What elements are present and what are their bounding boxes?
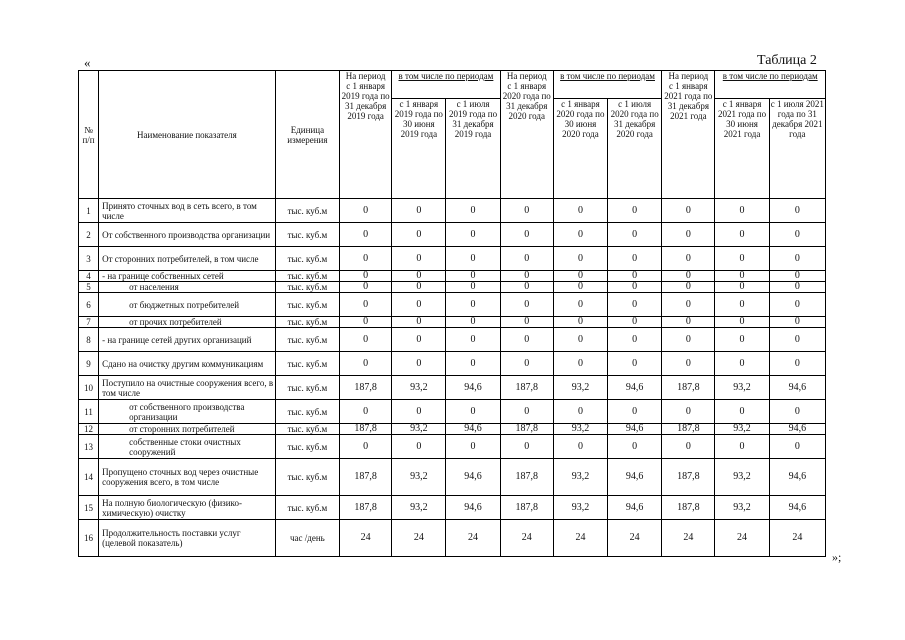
row-value: 0 (340, 328, 392, 352)
row-value: 0 (500, 271, 553, 282)
row-value: 187,8 (662, 496, 715, 520)
table-caption: Таблица 2 (757, 53, 817, 68)
row-value: 24 (662, 520, 715, 557)
row-number: 11 (79, 400, 99, 424)
table-row (79, 271, 826, 282)
row-value: 0 (500, 247, 553, 271)
row-indicator-name: от прочих потребителей (99, 317, 276, 328)
table-row (79, 520, 826, 557)
row-value: 0 (715, 400, 769, 424)
row-value: 0 (340, 271, 392, 282)
row-value: 0 (392, 293, 446, 317)
row-number: 2 (79, 223, 99, 247)
row-value: 0 (392, 271, 446, 282)
row-value: 93,2 (715, 496, 769, 520)
row-indicator-name: Продолжительность поставки услуг (целевой показатель) (99, 520, 276, 557)
row-number: 13 (79, 435, 99, 459)
row-value: 0 (769, 293, 825, 317)
header-2021-h2: с 1 июля 2021 года по 31 декабря 2021 года (769, 99, 825, 199)
row-value: 0 (392, 199, 446, 223)
header-2019-h1: с 1 января 2019 года по 30 июня 2019 года (392, 99, 446, 199)
row-value: 0 (608, 293, 662, 317)
header-2021-h1: с 1 января 2021 года по 30 июня 2021 года (715, 99, 769, 199)
row-number: 14 (79, 459, 99, 496)
row-value: 0 (340, 223, 392, 247)
row-value: 0 (769, 223, 825, 247)
row-value: 93,2 (715, 459, 769, 496)
row-value: 0 (500, 223, 553, 247)
row-number: 7 (79, 317, 99, 328)
indicators-table (78, 70, 826, 557)
row-value: 0 (340, 317, 392, 328)
row-value: 0 (340, 247, 392, 271)
row-value: 24 (608, 520, 662, 557)
row-value: 0 (715, 199, 769, 223)
row-unit: тыс. куб.м (275, 317, 339, 328)
row-value: 24 (500, 520, 553, 557)
row-value: 0 (715, 293, 769, 317)
header-2020-h1: с 1 января 2020 года по 30 июня 2020 года (553, 99, 607, 199)
row-value: 187,8 (500, 459, 553, 496)
table-row (79, 247, 826, 271)
row-value: 0 (500, 282, 553, 293)
row-value: 94,6 (769, 424, 825, 435)
row-value: 187,8 (500, 496, 553, 520)
row-unit: час /день (275, 520, 339, 557)
row-value: 0 (662, 400, 715, 424)
row-value: 0 (608, 328, 662, 352)
row-value: 0 (553, 247, 607, 271)
row-value: 0 (340, 199, 392, 223)
row-indicator-name: от сторонних потребителей (99, 424, 276, 435)
row-value: 0 (446, 435, 500, 459)
row-value: 94,6 (769, 459, 825, 496)
row-value: 93,2 (715, 376, 769, 400)
row-value: 93,2 (392, 459, 446, 496)
row-value: 0 (608, 352, 662, 376)
row-value: 0 (446, 293, 500, 317)
row-value: 0 (715, 435, 769, 459)
row-value: 187,8 (500, 424, 553, 435)
row-value: 0 (500, 293, 553, 317)
row-value: 0 (662, 282, 715, 293)
row-value: 0 (553, 199, 607, 223)
row-value: 0 (662, 317, 715, 328)
row-unit: тыс. куб.м (275, 282, 339, 293)
row-value: 0 (553, 435, 607, 459)
row-value: 0 (392, 328, 446, 352)
row-value: 24 (553, 520, 607, 557)
table-row (79, 282, 826, 293)
table-row (79, 400, 826, 424)
row-value: 0 (500, 317, 553, 328)
row-value: 93,2 (715, 424, 769, 435)
row-value: 0 (500, 400, 553, 424)
row-value: 0 (553, 282, 607, 293)
row-unit: тыс. куб.м (275, 496, 339, 520)
row-indicator-name: - на границе собственных сетей (99, 271, 276, 282)
header-sub-2020: в том числе по периодам (553, 71, 661, 99)
row-value: 0 (769, 282, 825, 293)
row-value: 0 (500, 199, 553, 223)
row-value: 0 (662, 352, 715, 376)
row-number: 15 (79, 496, 99, 520)
row-unit: тыс. куб.м (275, 435, 339, 459)
row-number: 9 (79, 352, 99, 376)
row-value: 93,2 (392, 424, 446, 435)
row-value: 24 (715, 520, 769, 557)
row-value: 0 (553, 328, 607, 352)
row-value: 93,2 (553, 496, 607, 520)
row-value: 187,8 (340, 424, 392, 435)
row-value: 94,6 (446, 424, 500, 435)
row-value: 0 (608, 271, 662, 282)
row-value: 0 (715, 271, 769, 282)
row-value: 94,6 (608, 459, 662, 496)
row-value: 0 (769, 352, 825, 376)
row-value: 0 (769, 328, 825, 352)
table-row (79, 435, 826, 459)
row-value: 0 (392, 317, 446, 328)
row-value: 0 (715, 317, 769, 328)
row-value: 0 (392, 435, 446, 459)
row-value: 187,8 (340, 496, 392, 520)
row-unit: тыс. куб.м (275, 247, 339, 271)
row-unit: тыс. куб.м (275, 293, 339, 317)
row-indicator-name: от бюджетных потребителей (99, 293, 276, 317)
row-value: 0 (446, 199, 500, 223)
row-value: 187,8 (500, 376, 553, 400)
row-value: 0 (553, 293, 607, 317)
row-value: 0 (608, 247, 662, 271)
table-row (79, 424, 826, 435)
row-indicator-name: от населения (99, 282, 276, 293)
row-value: 94,6 (769, 496, 825, 520)
table-row (79, 328, 826, 352)
header-sub-2021: в том числе по периодам (715, 71, 826, 99)
table-row (79, 293, 826, 317)
row-value: 0 (446, 282, 500, 293)
row-value: 0 (500, 352, 553, 376)
row-value: 0 (446, 223, 500, 247)
row-value: 187,8 (662, 459, 715, 496)
row-indicator-name: На полную биологическую (физико-химическую) очистку (99, 496, 276, 520)
row-value: 0 (608, 317, 662, 328)
row-value: 24 (340, 520, 392, 557)
header-period-2020: На период с 1 января 2020 года по 31 декабря 2020 года (500, 71, 553, 199)
row-indicator-name: От собственного производства организации (99, 223, 276, 247)
row-value: 0 (608, 400, 662, 424)
row-unit: тыс. куб.м (275, 400, 339, 424)
row-value: 24 (769, 520, 825, 557)
row-value: 0 (662, 271, 715, 282)
header-sub-2019: в том числе по периодам (392, 71, 500, 99)
row-value: 93,2 (392, 376, 446, 400)
row-indicator-name: - на границе сетей других организаций (99, 328, 276, 352)
row-value: 0 (769, 199, 825, 223)
row-value: 0 (608, 199, 662, 223)
row-value: 0 (500, 328, 553, 352)
row-number: 6 (79, 293, 99, 317)
row-value: 0 (392, 352, 446, 376)
row-unit: тыс. куб.м (275, 271, 339, 282)
row-indicator-name: Сдано на очистку другим коммуникациям (99, 352, 276, 376)
row-value: 0 (769, 400, 825, 424)
row-value: 0 (553, 352, 607, 376)
header-name: Наименование показателя (99, 71, 276, 199)
row-unit: тыс. куб.м (275, 328, 339, 352)
row-value: 94,6 (608, 496, 662, 520)
row-value: 0 (340, 282, 392, 293)
row-value: 0 (392, 400, 446, 424)
row-value: 0 (715, 328, 769, 352)
row-value: 0 (446, 400, 500, 424)
row-number: 1 (79, 199, 99, 223)
row-indicator-name: Пропущено сточных вод через очистные сооружения всего, в том числе (99, 459, 276, 496)
row-number: 8 (79, 328, 99, 352)
row-value: 93,2 (553, 424, 607, 435)
row-value: 0 (340, 352, 392, 376)
row-value: 94,6 (769, 376, 825, 400)
row-value: 0 (340, 435, 392, 459)
row-value: 0 (553, 271, 607, 282)
row-value: 0 (392, 282, 446, 293)
header-period-2021: На период с 1 января 2021 года по 31 декабря 2021 года (662, 71, 715, 199)
row-value: 0 (662, 247, 715, 271)
table-row (79, 352, 826, 376)
row-value: 94,6 (446, 376, 500, 400)
row-value: 0 (446, 317, 500, 328)
row-value: 0 (340, 400, 392, 424)
row-value: 0 (392, 223, 446, 247)
row-unit: тыс. куб.м (275, 352, 339, 376)
row-indicator-name: собственные стоки очистных сооружений (99, 435, 276, 459)
row-value: 94,6 (608, 376, 662, 400)
row-unit: тыс. куб.м (275, 376, 339, 400)
row-value: 0 (500, 435, 553, 459)
row-value: 0 (715, 247, 769, 271)
header-2020-h2: с 1 июля 2020 года по 31 декабря 2020 года (608, 99, 662, 199)
row-value: 94,6 (446, 459, 500, 496)
row-value: 0 (446, 328, 500, 352)
header-period-2019: На период с 1 января 2019 года по 31 декабря 2019 года (340, 71, 392, 199)
row-value: 0 (715, 282, 769, 293)
row-value: 0 (715, 223, 769, 247)
row-value: 0 (662, 223, 715, 247)
row-number: 12 (79, 424, 99, 435)
row-value: 0 (553, 400, 607, 424)
row-value: 0 (662, 293, 715, 317)
row-value: 187,8 (340, 459, 392, 496)
opening-quote: « (84, 55, 91, 70)
row-value: 0 (553, 223, 607, 247)
row-value: 93,2 (553, 376, 607, 400)
row-value: 0 (769, 317, 825, 328)
row-value: 0 (662, 328, 715, 352)
row-value: 0 (446, 247, 500, 271)
row-value: 0 (769, 271, 825, 282)
row-value: 187,8 (662, 376, 715, 400)
row-indicator-name: от собственного производства организации (99, 400, 276, 424)
row-value: 0 (608, 282, 662, 293)
row-value: 0 (769, 435, 825, 459)
header-2019-h2: с 1 июля 2019 года по 31 декабря 2019 года (446, 99, 500, 199)
row-value: 0 (340, 293, 392, 317)
row-number: 4 (79, 271, 99, 282)
row-indicator-name: Принято сточных вод в сеть всего, в том числе (99, 199, 276, 223)
row-value: 24 (392, 520, 446, 557)
header-num: № п/п (79, 71, 99, 199)
row-number: 10 (79, 376, 99, 400)
row-unit: тыс. куб.м (275, 223, 339, 247)
row-value: 0 (662, 199, 715, 223)
row-unit: тыс. куб.м (275, 424, 339, 435)
row-value: 0 (608, 223, 662, 247)
table-row (79, 496, 826, 520)
table-row (79, 376, 826, 400)
row-indicator-name: Поступило на очистные сооружения всего, в том числе (99, 376, 276, 400)
table-row (79, 317, 826, 328)
row-value: 94,6 (608, 424, 662, 435)
row-value: 0 (608, 435, 662, 459)
row-number: 16 (79, 520, 99, 557)
row-indicator-name: От сторонних потребителей, в том числе (99, 247, 276, 271)
table-row (79, 459, 826, 496)
row-value: 0 (662, 435, 715, 459)
row-value: 24 (446, 520, 500, 557)
row-unit: тыс. куб.м (275, 199, 339, 223)
row-value: 187,8 (340, 376, 392, 400)
row-value: 0 (446, 352, 500, 376)
closing-quote: »; (832, 550, 842, 564)
row-value: 187,8 (662, 424, 715, 435)
row-unit: тыс. куб.м (275, 459, 339, 496)
row-value: 93,2 (392, 496, 446, 520)
row-value: 94,6 (446, 496, 500, 520)
table-row (79, 199, 826, 223)
row-value: 0 (446, 271, 500, 282)
row-value: 0 (553, 317, 607, 328)
row-value: 0 (392, 247, 446, 271)
row-value: 0 (769, 247, 825, 271)
row-value: 0 (715, 352, 769, 376)
table-row (79, 223, 826, 247)
row-value: 93,2 (553, 459, 607, 496)
header-unit: Единица измерения (275, 71, 339, 199)
row-number: 3 (79, 247, 99, 271)
row-number: 5 (79, 282, 99, 293)
